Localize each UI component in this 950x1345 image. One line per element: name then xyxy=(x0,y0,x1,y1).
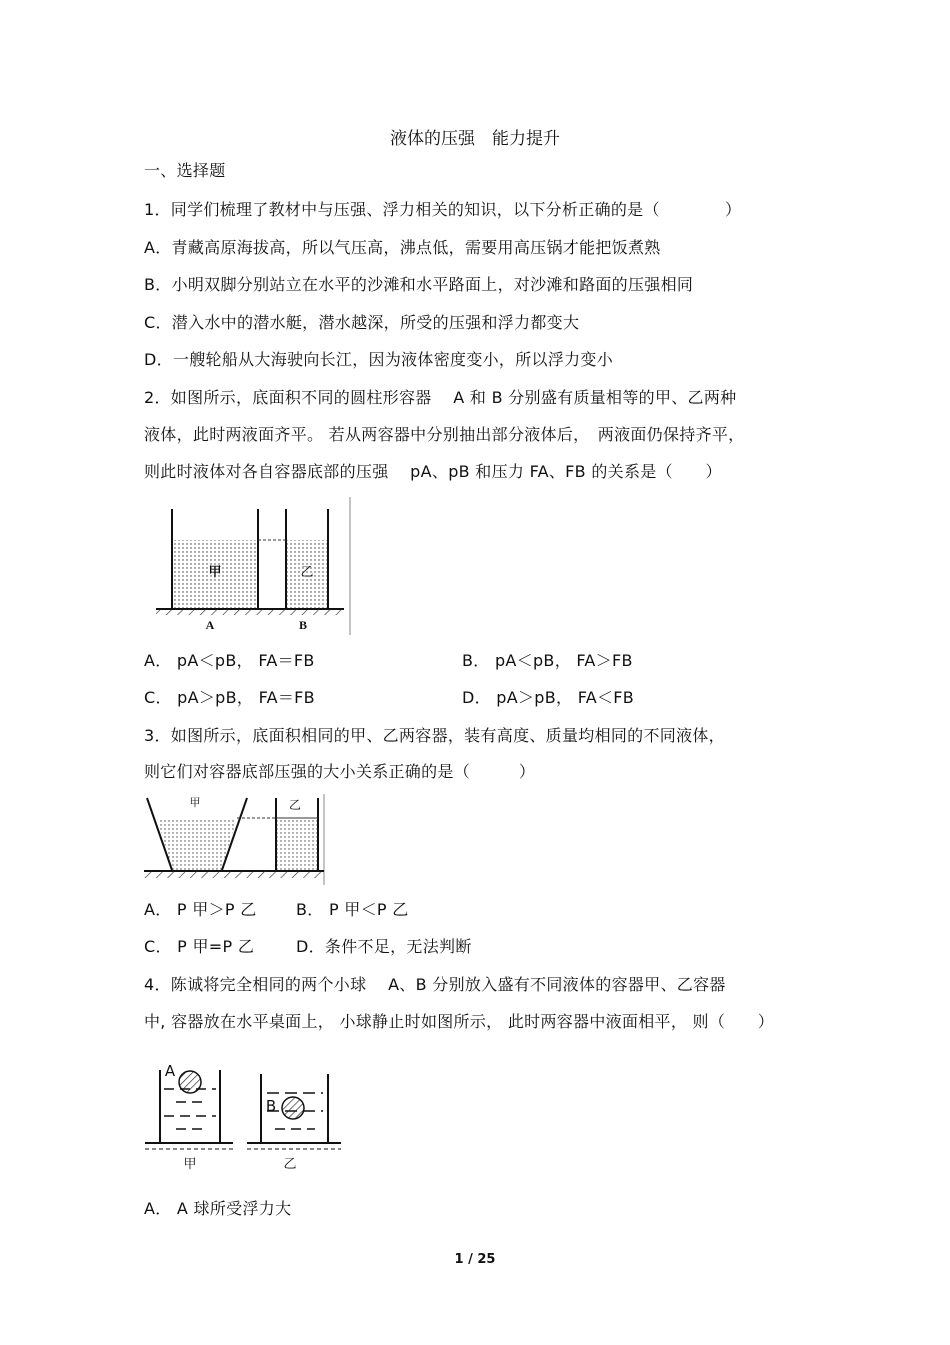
q1-option-b: B．小明双脚分别站立在水平的沙滩和水平路面上，对沙滩和路面的压强相同 xyxy=(144,275,694,294)
q2-option-b: B． pA＜pB， FA＞FB xyxy=(462,651,633,670)
q3-option-b: B． P 甲＜P 乙 xyxy=(296,900,409,919)
q1-stem: 1．同学们梳理了教材中与压强、浮力相关的知识，以下分析正确的是（ ） xyxy=(144,200,742,219)
q2-stem-line1: 2．如图所示，底面积不同的圆柱形容器 A 和 B 分别盛有质量相等的甲、乙两种 xyxy=(144,388,737,407)
q1-option-a: A．青藏高原海拔高，所以气压高，沸点低，需要用高压锅才能把饭煮熟 xyxy=(144,238,661,257)
q2-stem-line3: 则此时液体对各自容器底部的压强 pA、pB 和压力 FA、FB 的关系是（ ） xyxy=(144,462,722,481)
q4-option-a: A． A 球所受浮力大 xyxy=(144,1199,292,1218)
q2-figure-label-b: B xyxy=(298,618,308,632)
q4-figure-containers xyxy=(143,1058,348,1178)
q4-figure-label-jia: 甲 xyxy=(183,1157,197,1172)
q4-figure-ball-a: A xyxy=(164,1062,176,1080)
q3-figure-containers xyxy=(140,792,330,887)
q2-figure-liquid-a: 甲 xyxy=(208,565,222,580)
q1-option-c: C．潜入水中的潜水艇，潜水越深，所受的压强和浮力都变大 xyxy=(144,313,580,332)
q4-stem-line1: 4．陈诚将完全相同的两个小球 A、B 分别放入盛有不同液体的容器甲、乙容器 xyxy=(144,975,726,994)
q3-option-c: C． P 甲=P 乙 xyxy=(144,937,255,956)
q1-option-d: D．一艘轮船从大海驶向长江，因为液体密度变小，所以浮力变小 xyxy=(144,350,614,369)
q2-option-d: D． pA＞pB， FA＜FB xyxy=(462,688,635,707)
page-number: 1 / 25 xyxy=(454,1252,496,1267)
q3-stem-line2: 则它们对容器底部压强的大小关系正确的是（ ） xyxy=(144,762,536,781)
q2-figure-containers xyxy=(150,495,355,640)
q3-figure-label-yi: 乙 xyxy=(288,798,302,812)
q2-option-a: A． pA＜pB， FA＝FB xyxy=(144,651,315,670)
page-title: 液体的压强 能力提升 xyxy=(390,129,560,149)
q3-stem-line1: 3．如图所示，底面积相同的甲、乙两容器，装有高度、质量均相同的不同液体， xyxy=(144,726,725,745)
q3-option-a: A． P 甲＞P 乙 xyxy=(144,900,257,919)
q2-option-c: C． pA＞pB， FA＝FB xyxy=(144,688,315,707)
q2-figure-liquid-b: 乙 xyxy=(300,565,314,580)
q3-option-d: D．条件不足，无法判断 xyxy=(296,937,472,956)
q2-figure-label-a: A xyxy=(205,618,215,632)
section-heading: 一、选择题 xyxy=(144,161,226,180)
q3-figure-label-jia: 甲 xyxy=(189,796,201,809)
q2-stem-line2: 液体，此时两液面齐平。 若从两容器中分别抽出部分液体后， 两液面仍保持齐平， xyxy=(144,425,745,444)
q4-figure-ball-b: B xyxy=(265,1097,277,1115)
q4-figure-label-yi: 乙 xyxy=(283,1157,297,1172)
q4-stem-line2: 中, 容器放在水平桌面上， 小球静止时如图所示， 此时两容器中液面相平， 则（ ） xyxy=(144,1012,775,1031)
